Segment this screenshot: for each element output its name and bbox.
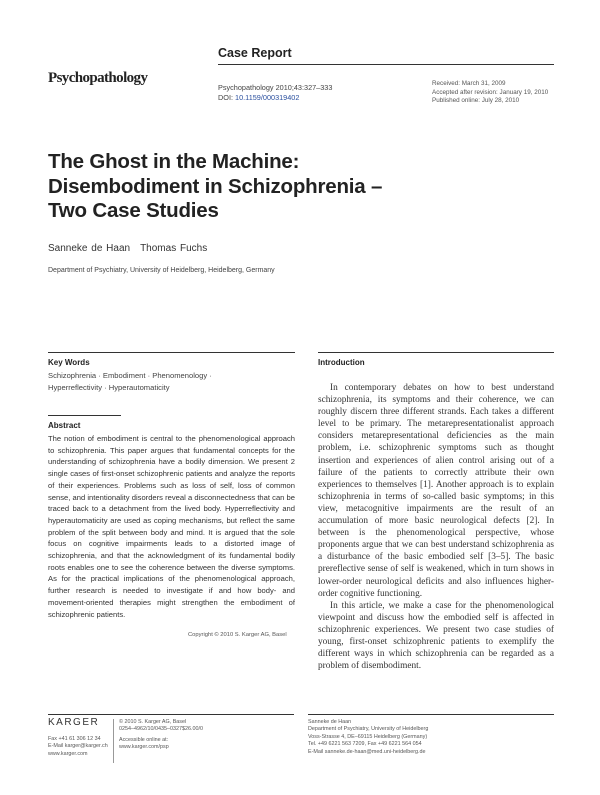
author-name: Thomas Fuchs bbox=[140, 243, 208, 254]
introduction-rule bbox=[318, 352, 554, 353]
paragraph: In contemporary debates on how to best understand schizophrenia, its symptoms and their coherence, we can roughly discern three different strands. Each takes a different level to be primary. The metarepresentationalist approach considers metarepresentational deficiencies as the main problem, i.e. schizophrenic symptoms such as thought insertion and experiences of alien control arising out of a failure of the patients to correctly attribute their own experiences to themselves [1]. Another approach is to explain schizophrenia in terms of so-called basic symptoms; in this view, metacognitive impairments are the result of an accumulation of more basic neurological defects [2]. In between is the phenomenological perspective, whose proponents argue that we can best understand schizophrenia as a disturbance of the basic embodied self [3–5]. The basic prereflective sense of self is weakened, which in turn shows in lower-order neurological deficits and also influences higher-order cognitive functioning. bbox=[318, 383, 554, 599]
corr-address: Voss-Strasse 4, DE–69115 Heidelberg (Germany) bbox=[308, 733, 428, 740]
doi-link[interactable]: 10.1159/000319402 bbox=[235, 93, 300, 102]
journal-name: Psychopathology bbox=[48, 70, 148, 86]
pub-copyright: © 2010 S. Karger AG, Basel bbox=[119, 719, 187, 725]
citation-text: Psychopathology 2010;43:327–333 bbox=[218, 83, 333, 92]
fax-number: Fax +41 61 306 12 34 bbox=[48, 736, 101, 742]
pub-online-link[interactable]: www.karger.com/psp bbox=[119, 744, 169, 751]
publisher-contact bbox=[48, 736, 108, 758]
footer-rule-right bbox=[308, 714, 554, 715]
doi-label: DOI: bbox=[218, 93, 236, 102]
authors bbox=[48, 243, 217, 254]
title-line: Disembodiment in Schizophrenia – bbox=[48, 174, 383, 198]
citation-block bbox=[218, 83, 332, 103]
article-title bbox=[48, 150, 468, 224]
pub-code: 0254–4962/10/0435–0327$26.00/0 bbox=[119, 726, 203, 733]
corr-phone: Tel. +49 6221 563 7209, Fax +49 6221 564 054 bbox=[308, 741, 422, 748]
publisher-website[interactable]: www.karger.com bbox=[48, 750, 88, 757]
keywords-line: Hyperreflectivity · Hyperautomaticity bbox=[48, 382, 170, 392]
corr-name: Sanneke de Haan bbox=[308, 719, 352, 725]
header-rule bbox=[218, 64, 554, 65]
abstract-text: The notion of embodiment is central to the phenomenological approach to schizophrenia. This paper argues that fundamental concepts for the understanding of schizophrenia have a bodily dimension. We present 2 single cases of first-onset schizophrenic patients and analyze the reports of their experiences. Problems such as loss of self, loss of common sense, and intentionality disorders reveal a disconnectedness that can be traced back to a detachment from the lived body. Hyperreflectivity and hyperautomaticity are used as coping mechanisms, but reflect the same problem of the split between body and mind. It is argued that the sole focus on cognitive impairments leads to a distorted image of schizophrenia, and that the acknowledgment of its fundamental bodily roots enables one to see the coherence between the diverse symptoms. As for the practical implications of the phenomenological approach, further research is needed to investigate if and how body- and movement-oriented therapies might strengthen the embodiment of schizophrenic patients. bbox=[48, 434, 295, 619]
keywords-list bbox=[48, 370, 278, 393]
footer-rule-left bbox=[48, 714, 294, 715]
corr-email[interactable]: E-Mail sanneke.de-haan@med.uni-heidelberg.de bbox=[308, 748, 426, 755]
publication-info bbox=[119, 719, 203, 752]
footer-divider bbox=[113, 719, 114, 763]
keywords-heading: Key Words bbox=[48, 358, 90, 367]
affiliation: Department of Psychiatry, University of Heidelberg, Heidelberg, Germany bbox=[48, 267, 275, 274]
keywords-rule bbox=[48, 352, 295, 353]
doi-line bbox=[218, 93, 332, 103]
published-date: Published online: July 28, 2010 bbox=[432, 97, 520, 105]
publisher-email[interactable]: E-Mail karger@karger.ch bbox=[48, 743, 108, 750]
title-line: The Ghost in the Machine: bbox=[48, 150, 300, 173]
accepted-date: Accepted after revision: January 19, 2010 bbox=[432, 88, 549, 96]
introduction-heading: Introduction bbox=[318, 358, 365, 367]
keywords-line: Schizophrenia · Embodiment · Phenomenology · bbox=[48, 371, 212, 380]
abstract-rule bbox=[48, 415, 121, 416]
copyright-notice: Copyright © 2010 S. Karger AG, Basel bbox=[188, 632, 287, 638]
correspondence bbox=[308, 719, 428, 756]
author-name: Sanneke de Haan bbox=[48, 243, 131, 254]
corr-department: Department of Psychiatry, University of Heidelberg bbox=[308, 726, 429, 733]
paragraph: In this article, we make a case for the phenomenological viewpoint and discuss how the embodied self is affected in schizophrenic experiences. We present two case studies of young, first-onset schizophrenic patients to exemplify the different ways in which schizophrenia can be regarded as a problem of disembodiment. bbox=[318, 600, 554, 672]
publisher-logo: KARGER bbox=[48, 717, 100, 728]
introduction-text bbox=[318, 382, 554, 672]
dates-block bbox=[432, 80, 548, 106]
title-line: Two Case Studies bbox=[48, 199, 219, 222]
received-date: Received: March 31, 2009 bbox=[432, 80, 506, 87]
pub-online-label: Accessible online at: bbox=[119, 736, 169, 743]
report-type-label: Case Report bbox=[218, 46, 292, 60]
abstract-heading: Abstract bbox=[48, 421, 81, 430]
